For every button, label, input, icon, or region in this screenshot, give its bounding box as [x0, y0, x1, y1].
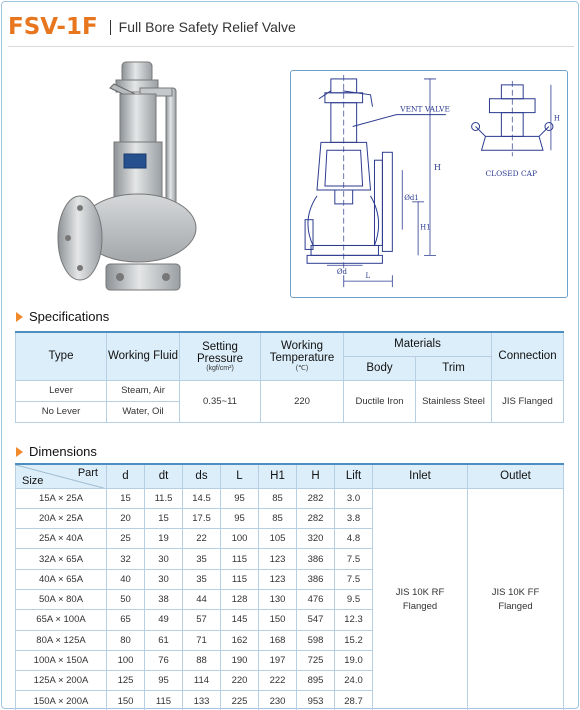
dim-label-l: L	[365, 272, 371, 281]
spec-header-temperature-label: Working Temperature	[269, 340, 335, 365]
dim-cell-dt: 30	[145, 549, 183, 569]
dim-cell-d: 100	[107, 650, 145, 670]
dimensions-heading	[16, 444, 97, 459]
dim-cell-size: 50A × 80A	[16, 589, 107, 609]
dim-cell-l: 115	[221, 569, 259, 589]
dim-cell-h: 476	[297, 589, 335, 609]
dim-cell-size: 25A × 40A	[16, 529, 107, 549]
header-divider	[8, 46, 574, 47]
page-header	[8, 12, 296, 42]
dim-label-h: H	[433, 163, 441, 173]
spec-header-pressure-label: Setting Pressure	[196, 340, 244, 365]
dim-cell-lift: 9.5	[335, 589, 373, 609]
dim-cell-l: 95	[221, 508, 259, 528]
product-subtitle: Full Bore Safety Relief Valve	[118, 19, 296, 35]
spec-header-materials: Materials	[344, 332, 492, 356]
dim-cell-dt: 95	[145, 671, 183, 691]
dim-cell-ds: 88	[183, 650, 221, 670]
dim-cell-d: 125	[107, 671, 145, 691]
dim-cell-dt: 11.5	[145, 488, 183, 508]
spec-header-type: Type	[16, 332, 107, 380]
spec-header-connection: Connection	[492, 332, 564, 380]
dim-cell-ds: 35	[183, 569, 221, 589]
dim-cell-h: 547	[297, 610, 335, 630]
dim-cell-ds: 114	[183, 671, 221, 691]
dim-header-inlet: Inlet	[373, 464, 468, 488]
dim-outlet-cell: JIS 10K FF Flanged	[468, 488, 564, 710]
dim-cell-h1: 197	[259, 650, 297, 670]
spec-header-fluid: Working Fluid	[107, 332, 180, 380]
vent-valve-label: VENT VALVE	[400, 104, 450, 114]
spec-header-temperature-unit: (℃)	[295, 365, 309, 373]
dimensions-table	[15, 463, 564, 710]
specifications-title: Specifications	[29, 309, 110, 324]
dim-cell-ds: 133	[183, 691, 221, 710]
dim-cell-d: 32	[107, 549, 145, 569]
dim-cell-h: 725	[297, 650, 335, 670]
dim-cell-size: 32A × 65A	[16, 549, 107, 569]
dim-cell-ds: 14.5	[183, 488, 221, 508]
dim-cell-dt: 61	[145, 630, 183, 650]
dim-cell-h1: 123	[259, 549, 297, 569]
spec-header-trim: Trim	[416, 356, 492, 380]
dim-cell-h1: 150	[259, 610, 297, 630]
dim-header-d: d	[107, 464, 145, 488]
dim-inlet-cell: JIS 10K RF Flanged	[373, 488, 468, 710]
dim-cell-l: 115	[221, 549, 259, 569]
dimensions-title: Dimensions	[29, 444, 97, 459]
dim-cell-d: 20	[107, 508, 145, 528]
dim-header-ds: ds	[183, 464, 221, 488]
dim-cell-d: 40	[107, 569, 145, 589]
model-code: FSV-1F	[8, 14, 98, 40]
spec-pressure-cell: 0.35~11	[180, 380, 261, 422]
dim-cell-l: 95	[221, 488, 259, 508]
dim-cell-dt: 49	[145, 610, 183, 630]
dim-cell-size: 100A × 150A	[16, 650, 107, 670]
dim-cell-h1: 85	[259, 488, 297, 508]
dim-cell-lift: 7.5	[335, 549, 373, 569]
dim-cell-h: 598	[297, 630, 335, 650]
table-row	[16, 488, 564, 508]
closed-cap-label: CLOSED CAP	[485, 169, 538, 179]
spec-fluid-cell: Steam, Air	[107, 380, 180, 401]
dim-cell-ds: 71	[183, 630, 221, 650]
specifications-table	[15, 331, 564, 423]
spec-connection-cell: JIS Flanged	[492, 380, 564, 422]
dim-cell-d: 50	[107, 589, 145, 609]
dim-cell-size: 15A × 25A	[16, 488, 107, 508]
dim-cell-lift: 12.3	[335, 610, 373, 630]
dim-cell-h1: 230	[259, 691, 297, 710]
dim-cell-dt: 38	[145, 589, 183, 609]
dim-cell-h: 895	[297, 671, 335, 691]
dim-cell-l: 100	[221, 529, 259, 549]
dim-cell-d: 25	[107, 529, 145, 549]
dim-cell-l: 190	[221, 650, 259, 670]
spec-fluid-cell: Water, Oil	[107, 401, 180, 422]
dim-cell-ds: 57	[183, 610, 221, 630]
dim-cell-dt: 19	[145, 529, 183, 549]
dim-cell-size: 125A × 200A	[16, 671, 107, 691]
dim-cell-lift: 28.7	[335, 691, 373, 710]
dim-cell-ds: 17.5	[183, 508, 221, 528]
dim-cell-lift: 7.5	[335, 569, 373, 589]
dim-cell-h: 282	[297, 488, 335, 508]
dim-cell-lift: 4.8	[335, 529, 373, 549]
technical-drawing	[290, 70, 568, 298]
dim-cell-d: 65	[107, 610, 145, 630]
dim-header-outlet: Outlet	[468, 464, 564, 488]
dim-cell-ds: 35	[183, 549, 221, 569]
dim-cell-dt: 76	[145, 650, 183, 670]
dim-cell-ds: 44	[183, 589, 221, 609]
spec-type-cell: No Lever	[16, 401, 107, 422]
dim-cell-l: 145	[221, 610, 259, 630]
dim-header-h: H	[297, 464, 335, 488]
dim-cell-lift: 3.8	[335, 508, 373, 528]
spec-header-pressure-unit: (kgf/cm²)	[206, 364, 234, 372]
dim-cell-h1: 123	[259, 569, 297, 589]
dim-cell-l: 225	[221, 691, 259, 710]
cap-dim-label-h: H	[553, 114, 560, 123]
spec-temperature-cell: 220	[261, 380, 344, 422]
dim-cell-l: 220	[221, 671, 259, 691]
dim-cell-d: 15	[107, 488, 145, 508]
dim-cell-l: 128	[221, 589, 259, 609]
dim-cell-lift: 3.0	[335, 488, 373, 508]
dim-cell-lift: 15.2	[335, 630, 373, 650]
specifications-heading	[16, 309, 109, 324]
dim-cell-size: 65A × 100A	[16, 610, 107, 630]
spec-header-body: Body	[344, 356, 416, 380]
spec-header-temperature	[261, 332, 344, 380]
dim-cell-h1: 85	[259, 508, 297, 528]
corner-part-label: Part	[77, 467, 98, 479]
corner-size-label: Size	[22, 474, 44, 487]
spec-type-cell: Lever	[16, 380, 107, 401]
dim-cell-size: 80A × 125A	[16, 630, 107, 650]
dim-cell-dt: 30	[145, 569, 183, 589]
dim-cell-h: 386	[297, 569, 335, 589]
dim-cell-ds: 22	[183, 529, 221, 549]
bullet-triangle-icon	[16, 447, 23, 457]
dim-cell-h: 386	[297, 549, 335, 569]
dim-label-d1: Ød1	[404, 193, 419, 202]
dim-label-d: Ød	[336, 268, 347, 277]
dim-cell-d: 80	[107, 630, 145, 650]
spec-trim-cell: Stainless Steel	[416, 380, 492, 422]
valve-photo	[40, 58, 230, 298]
dim-header-lift: Lift	[335, 464, 373, 488]
dim-cell-h: 953	[297, 691, 335, 710]
dim-cell-lift: 19.0	[335, 650, 373, 670]
dim-header-h1: H1	[259, 464, 297, 488]
dim-cell-dt: 115	[145, 691, 183, 710]
dim-header-l: L	[221, 464, 259, 488]
dim-cell-size: 20A × 25A	[16, 508, 107, 528]
dim-cell-size: 150A × 200A	[16, 691, 107, 710]
dim-cell-h: 320	[297, 529, 335, 549]
dim-cell-h1: 168	[259, 630, 297, 650]
dim-cell-h1: 222	[259, 671, 297, 691]
dim-cell-d: 150	[107, 691, 145, 710]
title-separator	[110, 20, 111, 35]
dim-cell-l: 162	[221, 630, 259, 650]
dim-corner-header	[16, 464, 107, 488]
dim-header-dt: dt	[145, 464, 183, 488]
dim-label-h1: H1	[420, 223, 431, 232]
dim-cell-dt: 15	[145, 508, 183, 528]
dim-cell-size: 40A × 65A	[16, 569, 107, 589]
dim-cell-h1: 130	[259, 589, 297, 609]
dim-cell-lift: 24.0	[335, 671, 373, 691]
bullet-triangle-icon	[16, 312, 23, 322]
spec-header-pressure	[180, 332, 261, 380]
spec-body-cell: Ductile Iron	[344, 380, 416, 422]
dim-cell-h: 282	[297, 508, 335, 528]
dim-cell-h1: 105	[259, 529, 297, 549]
